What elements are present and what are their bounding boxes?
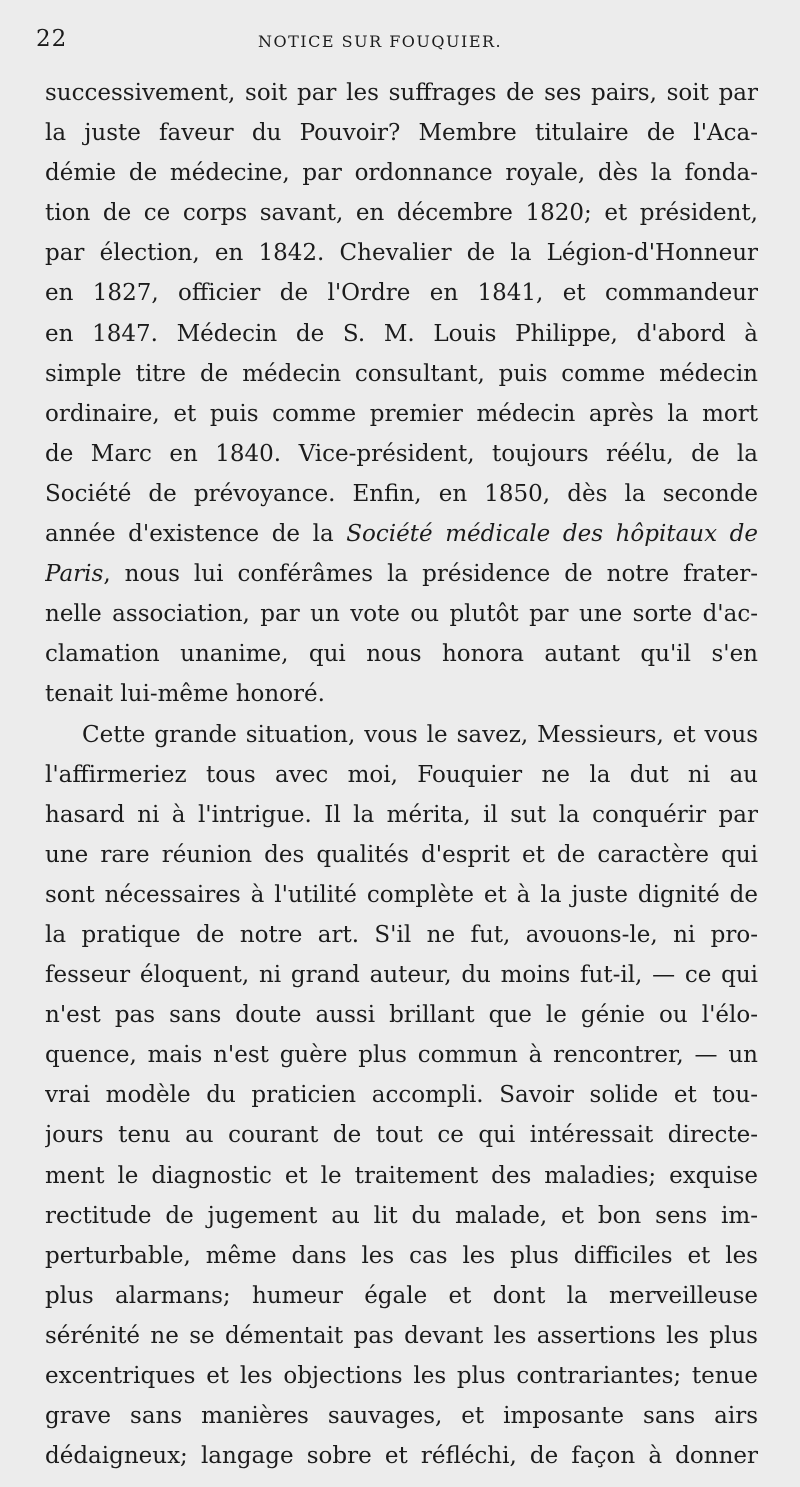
text-line: en 1827, officier de l'Ordre en 1841, et commandeur	[45, 280, 758, 307]
text-line: sont nécessaires à l'utilité complète et à la juste dignité de	[45, 881, 758, 908]
text-line: tenait lui-même honoré.	[45, 681, 325, 708]
text-line: nelle association, par un vote ou plutôt par une sorte d'ac-	[45, 601, 758, 628]
text-line: successivement, soit par les suffrages de ses pairs, soit par	[45, 80, 758, 106]
page-number: 22	[36, 26, 68, 52]
paragraph-2	[45, 715, 758, 1477]
text-line: hasard ni à l'intrigue. Il la mérita, il sut la conquérir par	[45, 801, 758, 828]
text-line: l'affirmeriez tous avec moi, Fouquier ne la dut ni au	[45, 761, 758, 788]
text-line: tion de ce corps savant, en décembre 1820; et président,	[45, 200, 758, 227]
body-text	[45, 73, 758, 1476]
text-line: sérénité ne se démentait pas devant les assertions les plus	[45, 1322, 758, 1349]
text-line-segment: année d'existence de la	[45, 521, 347, 548]
text-line: dédaigneux; langage sobre et réfléchi, de façon à donner	[45, 1443, 758, 1470]
text-line: clamation unanime, qui nous honora autant qu'il s'en	[45, 641, 758, 668]
text-line: excentriques et les objections les plus contrariantes; tenue	[45, 1363, 758, 1389]
text-line: ment le diagnostic et le traitement des maladies; exquise	[45, 1162, 758, 1189]
text-line: n'est pas sans doute aussi brillant que le génie ou l'élo-	[45, 1002, 758, 1029]
text-line: rectitude de jugement au lit du malade, et bon sens im-	[45, 1202, 758, 1229]
text-line: par élection, en 1842. Chevalier de la Légion-d'Honneur	[45, 240, 758, 267]
text-line: jours tenu au courant de tout ce qui intéressait directe-	[45, 1122, 758, 1149]
text-line: grave sans manières sauvages, et imposante sans airs	[45, 1403, 758, 1430]
text-line: Cette grande situation, vous le savez, Messieurs, et vous	[82, 721, 758, 748]
text-line-segment: , nous lui conférâmes la présidence de notre frater-	[103, 561, 758, 588]
text-line: Société de prévoyance. Enfin, en 1850, dès la seconde	[45, 480, 758, 507]
text-line: en 1847. Médecin de S. M. Louis Philippe, d'abord à	[45, 320, 758, 347]
text-line	[45, 554, 758, 594]
text-line: ordinaire, et puis comme premier médecin après la mort	[45, 400, 758, 427]
running-title: NOTICE SUR FOUQUIER.	[258, 32, 503, 51]
text-line: plus alarmans; humeur égale et dont la merveilleuse	[45, 1282, 758, 1309]
text-line: démie de médecine, par ordonnance royale, dès la fonda-	[45, 160, 758, 187]
text-line: fesseur éloquent, ni grand auteur, du moins fut-il, — ce qui	[45, 962, 758, 989]
page-header	[36, 26, 766, 56]
paragraph-1	[45, 73, 758, 715]
text-line: simple titre de médecin consultant, puis comme médecin	[45, 360, 758, 387]
text-line: la juste faveur du Pouvoir? Membre titulaire de l'Aca-	[45, 120, 758, 147]
text-line: perturbable, même dans les cas les plus difficiles et les	[45, 1242, 758, 1269]
journal-title-part: Société médicale des hôpitaux de	[346, 521, 758, 548]
text-line	[45, 514, 758, 554]
journal-title-part: Paris	[45, 561, 104, 588]
text-line: la pratique de notre art. S'il ne fut, avouons-le, ni pro-	[45, 921, 758, 948]
text-line: quence, mais n'est guère plus commun à rencontrer, — un	[45, 1042, 758, 1069]
text-line: une rare réunion des qualités d'esprit et de caractère qui	[45, 841, 758, 868]
text-line: de Marc en 1840. Vice-président, toujours réélu, de la	[45, 440, 758, 467]
text-line: vrai modèle du praticien accompli. Savoir solide et tou-	[45, 1082, 758, 1109]
